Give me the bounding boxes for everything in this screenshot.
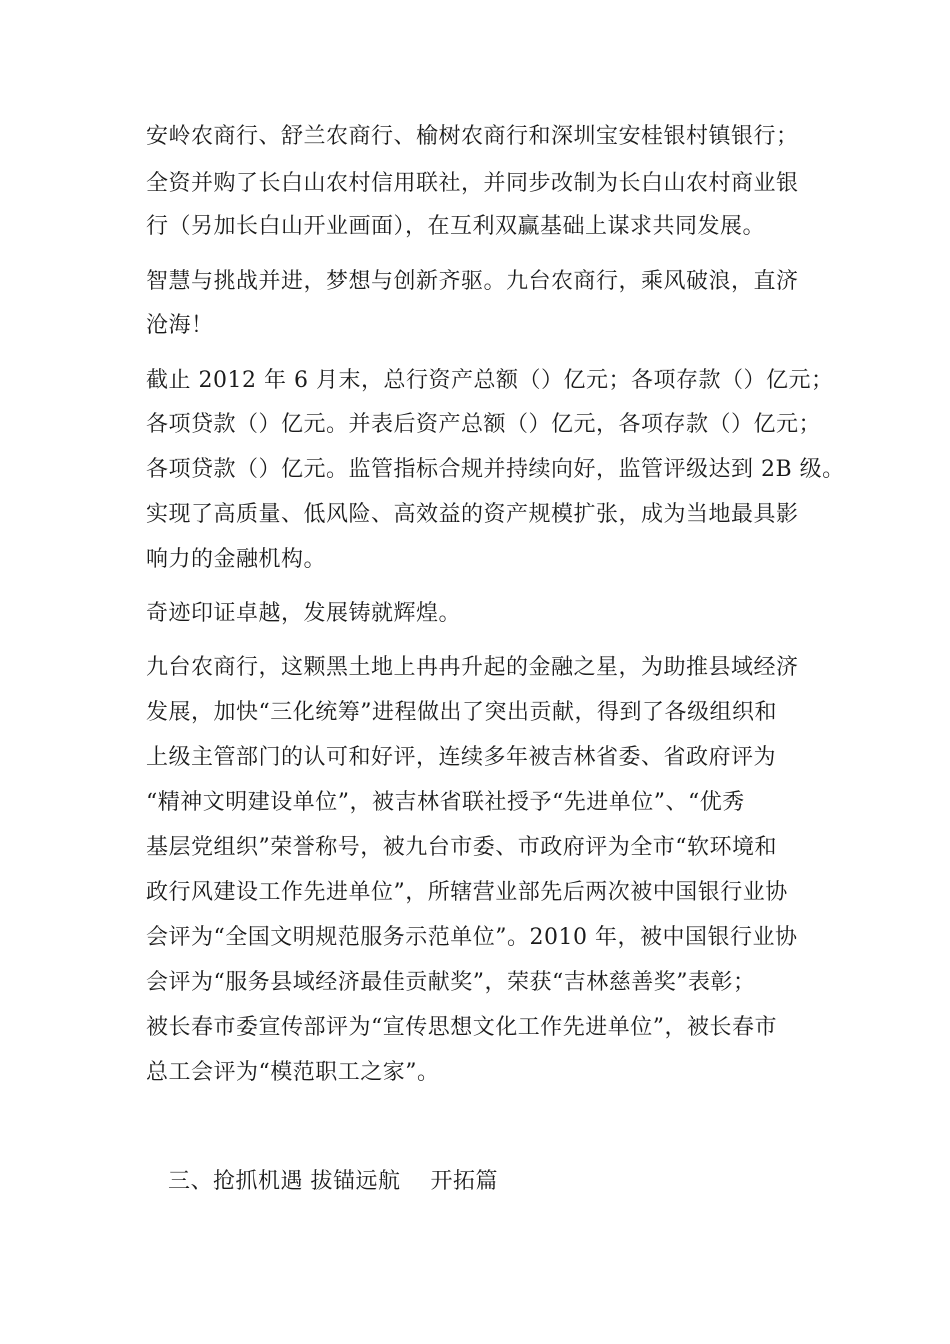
paragraph-5-line-6: 政行风建设工作先进单位”，所辖营业部先后两次被中国银行业协 xyxy=(146,880,788,905)
paragraph-5-line-10: 总工会评为“模范职工之家”。 xyxy=(146,1060,440,1085)
paragraph-3-line-1: 截止 2012 年 6 月末，总行资产总额（）亿元；各项存款（）亿元； xyxy=(146,368,834,393)
paragraph-2-line-1: 智慧与挑战并进，梦想与创新齐驱。九台农商行，乘风破浪，直济 xyxy=(146,269,799,294)
paragraph-5-line-7: 会评为“全国文明规范服务示范单位”。2010 年，被中国银行业协 xyxy=(146,925,798,950)
paragraph-2-line-2: 沧海！ xyxy=(146,313,214,338)
paragraph-5-line-4: “精神文明建设单位”，被吉林省联社授予“先进单位”、“优秀 xyxy=(146,790,745,815)
paragraph-1-line-2: 全资并购了长白山农村信用联社，并同步改制为长白山农村商业银 xyxy=(146,171,799,196)
paragraph-3-line-5: 响力的金融机构。 xyxy=(146,547,327,572)
paragraph-3-line-3: 各项贷款（）亿元。监管指标合规并持续向好，监管评级达到 2B 级。 xyxy=(146,457,845,482)
paragraph-5-line-3: 上级主管部门的认可和好评，连续多年被吉林省委、省政府评为 xyxy=(146,745,777,770)
paragraph-3-line-4: 实现了高质量、低风险、高效益的资产规模扩张，成为当地最具影 xyxy=(146,502,799,527)
section-heading: 三、抢抓机遇 拔锚远航 开拓篇 xyxy=(168,1169,498,1194)
paragraph-5-line-5: 基层党组织”荣誉称号，被九台市委、市政府评为全市“软环境和 xyxy=(146,835,777,860)
paragraph-5-line-2: 发展，加快“三化统筹”进程做出了突出贡献，得到了各级组织和 xyxy=(146,700,777,725)
paragraph-1-line-1: 安岭农商行、舒兰农商行、榆树农商行和深圳宝安桂银村镇银行； xyxy=(146,124,799,149)
paragraph-5-line-9: 被长春市委宣传部评为“宣传思想文化工作先进单位”，被长春市 xyxy=(146,1015,777,1040)
paragraph-4-line-1: 奇迹印证卓越，发展铸就辉煌。 xyxy=(146,601,462,626)
paragraph-1-line-3: 行（另加长白山开业画面），在互利双赢基础上谋求共同发展。 xyxy=(146,214,766,239)
paragraph-3-line-2: 各项贷款（）亿元。并表后资产总额（）亿元，各项存款（）亿元； xyxy=(146,412,822,437)
paragraph-5-line-1: 九台农商行，这颗黑土地上冉冉升起的金融之星，为助推县域经济 xyxy=(146,655,799,680)
paragraph-5-line-8: 会评为“服务县域经济最佳贡献奖”，荣获“吉林慈善奖”表彰； xyxy=(146,970,756,995)
